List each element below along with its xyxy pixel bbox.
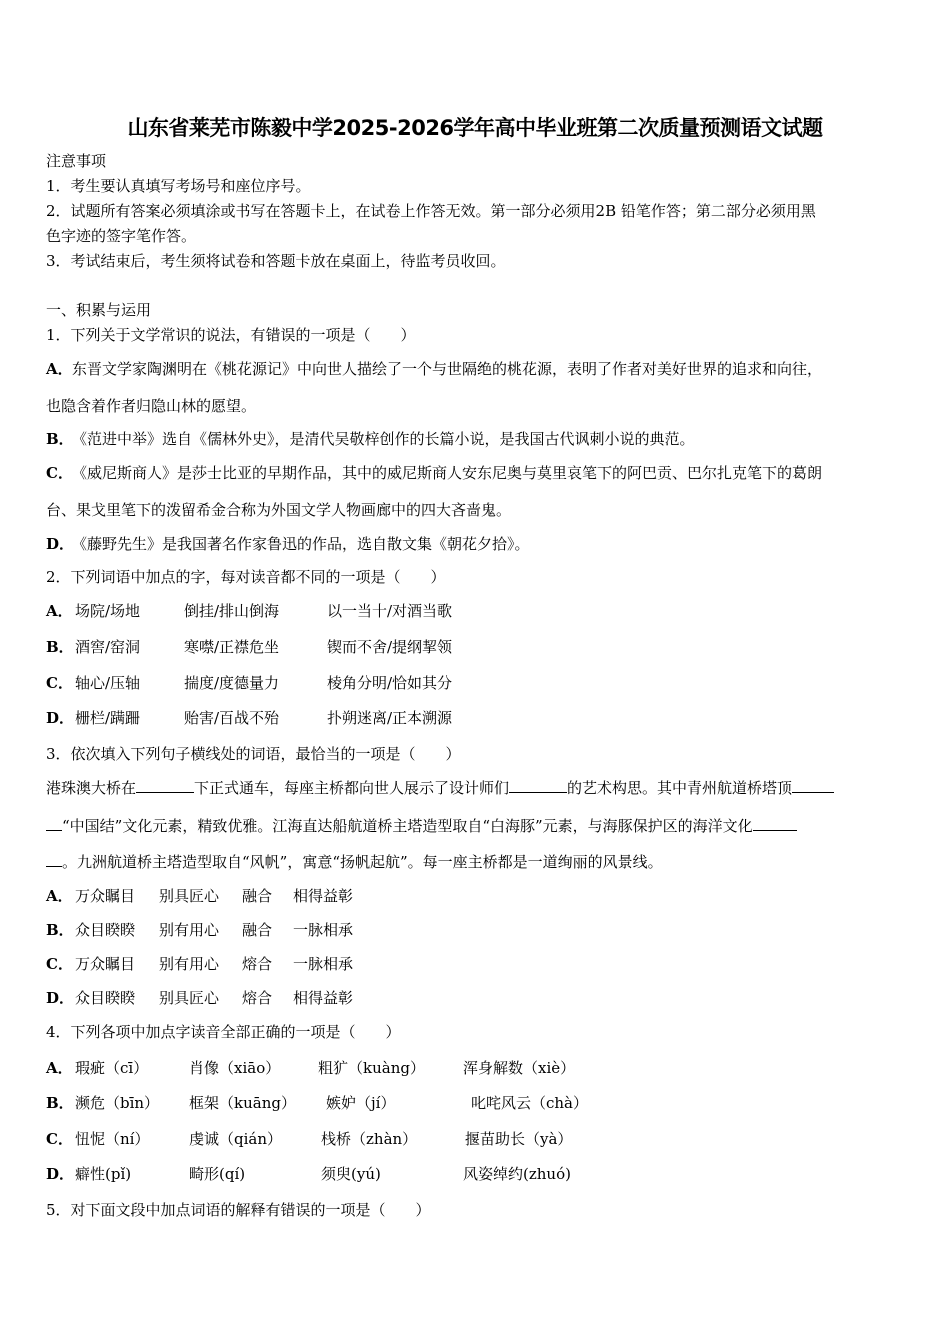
- option-cell: 以一当十/对酒当歌: [327, 602, 453, 620]
- option-cell: 融合: [242, 921, 273, 939]
- option-label: B．: [46, 921, 74, 939]
- option-cell: 别有用心: [159, 955, 220, 973]
- option-label: C．: [46, 464, 73, 482]
- notice-item: 色字迹的签字笔作答。: [46, 227, 197, 245]
- option-cell: 万众瞩目: [75, 955, 136, 973]
- option-cell: 熔合: [242, 989, 273, 1007]
- fill-blank: [46, 852, 62, 867]
- question-stem: 2．下列词语中加点的字，每对读音都不同的一项是（ ）: [46, 568, 446, 586]
- option-label: C．: [46, 955, 73, 973]
- option-label: B．: [46, 1094, 74, 1112]
- notice-heading: 注意事项: [46, 152, 107, 170]
- option-label: C．: [46, 1130, 73, 1148]
- fill-blank: [509, 778, 567, 793]
- option-label: A．: [46, 887, 73, 905]
- question-stem: 1．下列关于文学常识的说法，有错误的一项是（ ）: [46, 326, 416, 344]
- option-cell: 众目睽睽: [75, 921, 136, 939]
- passage-line: 。九洲航道桥主塔造型取自“风帆”，寓意“扬帆起航”。每一座主桥都是一道绚丽的风景线。: [46, 852, 906, 872]
- option-cell: 倒挂/排山倒海: [184, 602, 280, 620]
- option-label: C．: [46, 674, 73, 692]
- option-cell: 别有用心: [159, 921, 220, 939]
- option-cell: 叱咤风云（chà）: [471, 1094, 589, 1112]
- option-label: B．: [46, 638, 74, 656]
- option-text: 《范进中举》选自《儒林外史》，是清代吴敬梓创作的长篇小说，是我国古代讽刺小说的典范。: [72, 430, 695, 448]
- option-cell: 须臾(yú): [321, 1165, 381, 1183]
- option-cell: 熔合: [242, 955, 273, 973]
- option-cell: 濒危（bīn）: [75, 1094, 160, 1112]
- option-cell: 锲而不舍/提纲挈领: [327, 638, 453, 656]
- option-cell: 扑朔迷离/正本溯源: [327, 709, 453, 727]
- option-label: A．: [46, 602, 73, 620]
- option-cell: 场院/场地: [75, 602, 141, 620]
- option-cell: 一脉相承: [293, 955, 354, 973]
- option-cell: 别具匠心: [159, 887, 220, 905]
- question-stem: 3．依次填入下列句子横线处的词语，最恰当的一项是（ ）: [46, 745, 461, 763]
- option-text-continued: 也隐含着作者归隐山林的愿望。: [46, 397, 257, 415]
- option-cell: 轴心/压轴: [75, 674, 141, 692]
- option-text: 《威尼斯商人》是莎士比亚的早期作品，其中的威尼斯商人安东尼奥与莫里哀笔下的阿巴贡、巴尔扎克笔下的葛朗: [72, 464, 823, 482]
- option-cell: 浑身解数（xiè）: [463, 1059, 576, 1077]
- option-label: D．: [46, 1165, 75, 1183]
- option-line: [46, 534, 906, 554]
- passage-line: 港珠澳大桥在 下正式通车，每座主桥都向世人展示了设计师们 的艺术构思。其中青州航道桥塔顶: [46, 778, 906, 798]
- option-text: 东晋文学家陶渊明在《桃花源记》中向世人描绘了一个与世隔绝的桃花源，表明了作者对美好世界的追求和向往，: [72, 360, 823, 378]
- option-label: A．: [46, 360, 73, 378]
- option-cell: 栈桥（zhàn）: [321, 1130, 418, 1148]
- option-cell: 众目睽睽: [75, 989, 136, 1007]
- section-heading: 一、积累与运用: [46, 301, 152, 319]
- option-label: D．: [46, 709, 75, 727]
- fill-blank: [792, 778, 834, 793]
- option-cell: 融合: [242, 887, 273, 905]
- option-label: B．: [46, 430, 74, 448]
- option-cell: 粗犷（kuàng）: [318, 1059, 425, 1077]
- notice-item: 3．考试结束后，考生须将试卷和答题卡放在桌面上，待监考员收回。: [46, 252, 506, 270]
- question-stem: 4．下列各项中加点字读音全部正确的一项是（ ）: [46, 1023, 401, 1041]
- option-line: [46, 359, 906, 379]
- option-label: D．: [46, 989, 75, 1007]
- option-cell: 畸形(qí): [189, 1165, 246, 1183]
- option-cell: 相得益彰: [293, 989, 354, 1007]
- option-line: [46, 463, 906, 483]
- fill-blank: [46, 816, 62, 831]
- option-cell: 框架（kuāng）: [189, 1094, 296, 1112]
- option-cell: 肖像（xiāo）: [189, 1059, 281, 1077]
- option-cell: 贻害/百战不殆: [184, 709, 280, 727]
- option-cell: 相得益彰: [293, 887, 354, 905]
- option-text: 《藤野先生》是我国著名作家鲁迅的作品，选自散文集《朝花夕拾》。: [72, 535, 530, 553]
- fill-blank: [136, 778, 194, 793]
- option-cell: 寒噤/正襟危坐: [184, 638, 280, 656]
- option-cell: 瑕疵（cī）: [75, 1059, 149, 1077]
- option-cell: 一脉相承: [293, 921, 354, 939]
- option-cell: 嫉妒（jí）: [326, 1094, 396, 1112]
- fill-blank: [753, 816, 797, 831]
- question-stem: 5．对下面文段中加点词语的解释有错误的一项是（ ）: [46, 1201, 431, 1219]
- option-cell: 栅栏/蹒跚: [75, 709, 141, 727]
- notice-item: 1．考生要认真填写考场号和座位序号。: [46, 177, 311, 195]
- option-cell: 忸怩（ní）: [75, 1130, 150, 1148]
- option-cell: 风姿绰约(zhuó): [463, 1165, 571, 1183]
- page-title: 山东省莱芜市陈毅中学2025-2026学年高中毕业班第二次质量预测语文试题: [127, 116, 823, 140]
- option-cell: 万众瞩目: [75, 887, 136, 905]
- option-label: D．: [46, 535, 75, 553]
- notice-item: 2．试题所有答案必须填涂或书写在答题卡上，在试卷上作答无效。第一部分必须用2B 铅笔作答；第二部分必须用黑: [46, 202, 816, 220]
- option-cell: 揠苗助长（yà）: [465, 1130, 573, 1148]
- option-cell: 虔诚（qián）: [189, 1130, 283, 1148]
- option-cell: 酒窖/窑洞: [75, 638, 141, 656]
- option-line: [46, 429, 906, 449]
- option-label: A．: [46, 1059, 73, 1077]
- passage-line: “中国结”文化元素，精致优雅。江海直达船航道桥主塔造型取自“白海豚”元素，与海豚保护区的海洋文化: [46, 816, 906, 836]
- option-cell: 别具匠心: [159, 989, 220, 1007]
- option-cell: 癖性(pǐ): [75, 1165, 132, 1183]
- option-text-continued: 台、果戈里笔下的泼留希金合称为外国文学人物画廊中的四大吝啬鬼。: [46, 501, 512, 519]
- option-cell: 棱角分明/恰如其分: [327, 674, 453, 692]
- option-cell: 揣度/度德量力: [184, 674, 280, 692]
